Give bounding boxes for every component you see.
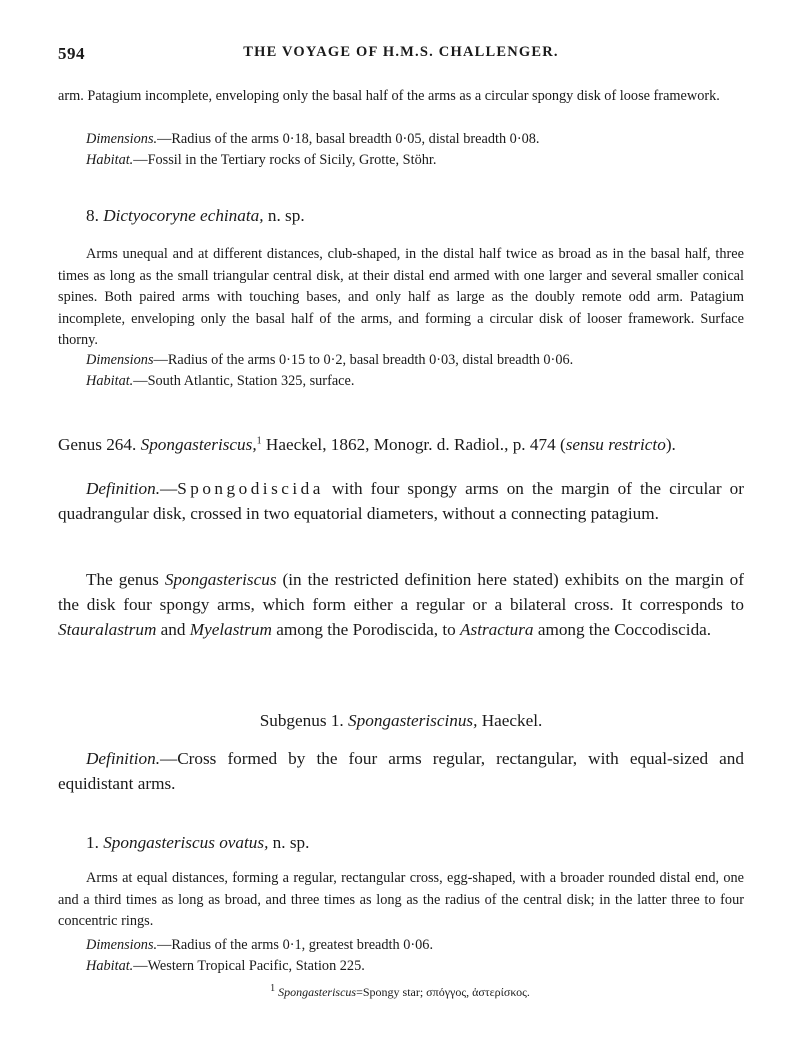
genus-definition: Definition.—Spongodiscida with four spongy arms on the margin of the circular or quadrangular disk, crossed in two equatorial diameters, without a connecting patagium. [58,479,744,523]
page-number: 594 [58,44,85,63]
definition-text: —Cross formed by the four arms regular, rectangular, with equal-sized and equidistant arms. [58,749,744,793]
species-habitat [58,956,744,978]
definition-text: with four spongy arms on the margin of the circular or quadrangular disk, crossed in two equatorial diameters, without a connecting patagium. [58,479,744,523]
footnote-text: =Spongy star; σπόγγος, ἀστερίσκος. [356,985,530,999]
genus-paragraph: The genus Spongasteriscus (in the restricted definition here stated) exhibits on the margin of the disk four spongy arms, which form either a regular or a bilateral cross. It corresponds to Stauralastrum and Myelastrum among the Porodiscida, to Astractura among the Coccodiscida. [58,570,744,639]
genus-citation: Haeckel, 1862, Monogr. d. Radiol., p. 474 ( [265,435,566,454]
species-heading [58,203,744,228]
species-suffix: n. sp. [272,833,310,852]
genus-number: Genus 264. [58,435,137,454]
subgenus-heading [58,708,744,733]
species-name: Spongasteriscus ovatus, [103,833,269,852]
subgenus-author: Haeckel. [481,711,543,730]
genus-name: Spongasteriscus, [140,435,257,454]
footnote-term: Spongasteriscus [278,985,357,999]
definition-label: Definition. [86,749,160,768]
footnote-mark: 1 [270,983,276,994]
genus-heading [58,432,744,457]
dimensions-label: Dimensions. [86,937,158,953]
continuation-dimensions [58,129,744,151]
continuation-paragraph: arm. Patagium incomplete, enveloping only the basal half of the arms as a circular spongy disk of loose framework. [58,88,720,104]
continuation-habitat [58,150,744,172]
family-name: Spongodiscida [177,479,324,498]
running-title: THE VOYAGE OF H.M.S. CHALLENGER. [243,44,559,60]
habitat-label: Habitat. [86,152,134,168]
page-header [58,44,744,68]
habitat-label: Habitat. [86,373,134,389]
species-dimensions [58,350,744,372]
subgenus-definition [58,746,744,796]
subgenus-name: Spongasteriscinus, [348,711,478,730]
dimensions-text: —Radius of the arms 0·15 to 0·2, basal breadth 0·03, distal breadth 0·06. [153,352,574,368]
species-description: Arms at equal distances, forming a regular, rectangular cross, egg-shaped, with a broader rounded distal end, one and a third times as long as broad, and three times as long as the radius of the central disk; in the latter three to four concentric rings. [58,870,744,929]
habitat-text: —Fossil in the Tertiary rocks of Sicily, Grotte, Stöhr. [133,152,437,168]
species-habitat [58,371,744,393]
footnote-marker: 1 [256,435,262,447]
habitat-label: Habitat. [86,958,134,974]
species-dimensions [58,935,744,957]
subgenus-number: Subgenus 1. [259,711,344,730]
species-number: 8. [86,206,99,225]
species-name: Dictyocoryne echinata, [103,206,264,225]
species-suffix: n. sp. [267,206,305,225]
dimensions-text: —Radius of the arms 0·18, basal breadth 0·05, distal breadth 0·08. [157,131,540,147]
definition-label: Definition. [86,479,160,498]
dimensions-label: Dimensions. [86,131,158,147]
genus-close: ). [665,435,676,454]
species-description: Arms unequal and at different distances, club-shaped, in the distal half twice as broad as in the basal half, three times as long as the small triangular central disk, at their distal end armed with one larger and several smaller conical spines. Both paired arms with touching bases, and only half as large as the doubly remote odd arm. Patagium incomplete, enveloping only the basal half of the arms, and forming a circular disk of looser framework. Surface thorny. [58,246,744,348]
species-heading [58,830,744,855]
habitat-text: —Western Tropical Pacific, Station 225. [133,958,365,974]
habitat-text: —South Atlantic, Station 325, surface. [133,373,355,389]
dimensions-label: Dimensions [86,352,154,368]
species-number: 1. [86,833,99,852]
dimensions-text: —Radius of the arms 0·1, greatest breadth 0·06. [157,937,434,953]
footnote [0,985,800,1000]
genus-sensu: sensu restricto [565,435,666,454]
